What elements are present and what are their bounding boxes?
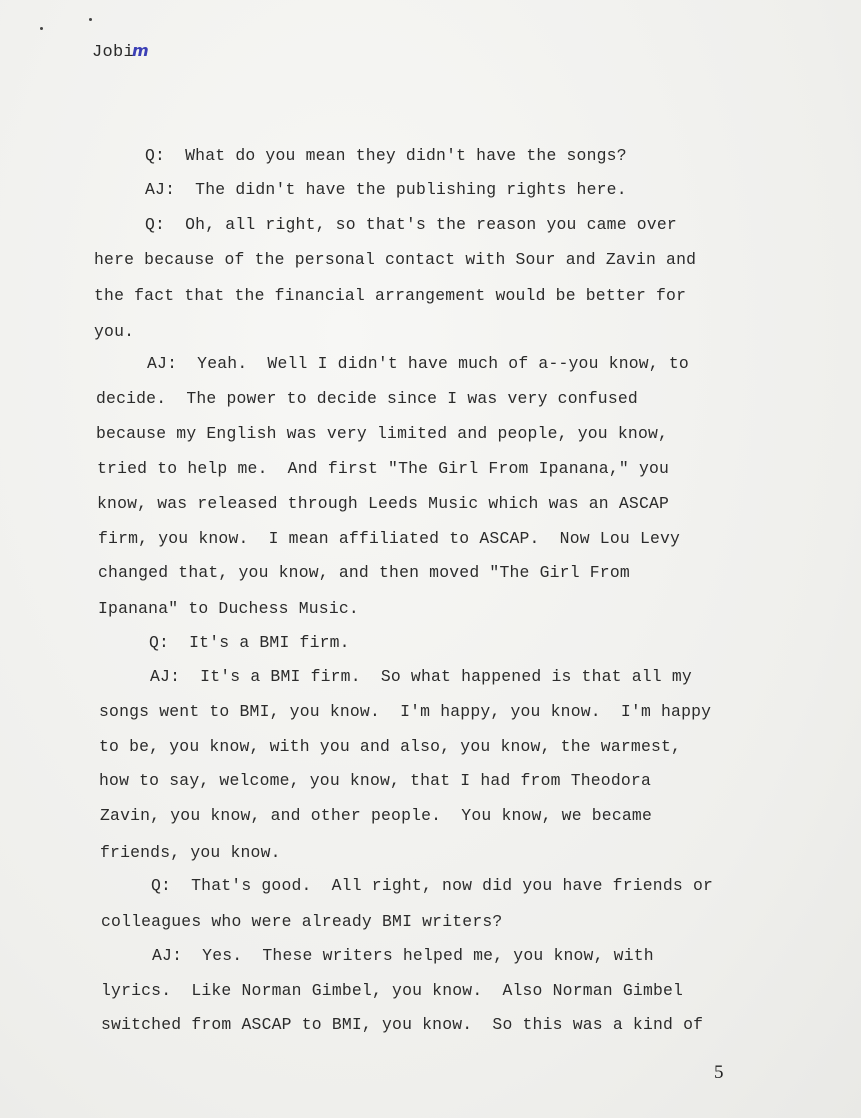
transcript-line: here because of the personal contact with Sour and Zavin and	[94, 250, 697, 269]
handwritten-correction: m	[132, 41, 149, 60]
header-name: Jobi	[92, 43, 135, 62]
transcript-line: AJ: Yeah. Well I didn't have much of a--you know, to	[147, 354, 689, 373]
transcript-line: Q: What do you mean they didn't have the songs?	[145, 146, 627, 165]
page-header	[92, 41, 149, 62]
transcript-line: you.	[94, 322, 135, 341]
transcript-line: to be, you know, with you and also, you know, the warmest,	[99, 737, 682, 756]
transcript-line: decide. The power to decide since I was very confused	[96, 389, 638, 408]
transcript-line: lyrics. Like Norman Gimbel, you know. Also Norman Gimbel	[101, 981, 684, 1000]
transcript-line: Q: That's good. All right, now did you have friends or	[151, 876, 714, 895]
transcript-line: AJ: Yes. These writers helped me, you know, with	[152, 946, 654, 965]
transcript-line: switched from ASCAP to BMI, you know. So this was a kind of	[101, 1015, 704, 1034]
transcript-line: know, was released through Leeds Music which was an ASCAP	[97, 494, 670, 513]
speck-mark	[40, 27, 43, 30]
transcript-line: firm, you know. I mean affiliated to ASCAP. Now Lou Levy	[98, 529, 681, 548]
transcript-line: how to say, welcome, you know, that I had from Theodora	[99, 771, 651, 790]
transcript-line: the fact that the financial arrangement would be better for	[94, 286, 687, 305]
speck-mark	[89, 18, 92, 21]
transcript-line: songs went to BMI, you know. I'm happy, you know. I'm happy	[99, 702, 712, 721]
transcript-line: Q: It's a BMI firm.	[149, 633, 350, 652]
transcript-line: Zavin, you know, and other people. You know, we became	[100, 806, 652, 825]
transcript-line: tried to help me. And first "The Girl From Ipanana," you	[97, 459, 670, 478]
transcript-line: AJ: It's a BMI firm. So what happened is that all my	[150, 667, 692, 686]
transcript-line: friends, you know.	[100, 843, 281, 862]
transcript-line: colleagues who were already BMI writers?	[101, 912, 503, 931]
transcript-line: AJ: The didn't have the publishing rights here.	[145, 180, 627, 199]
transcript-line: changed that, you know, and then moved "The Girl From	[98, 563, 630, 582]
page-number: 5	[714, 1062, 724, 1083]
transcript-line: Ipanana" to Duchess Music.	[98, 599, 359, 618]
transcript-line: Q: Oh, all right, so that's the reason you came over	[145, 215, 677, 234]
transcript-line: because my English was very limited and people, you know,	[96, 424, 669, 443]
